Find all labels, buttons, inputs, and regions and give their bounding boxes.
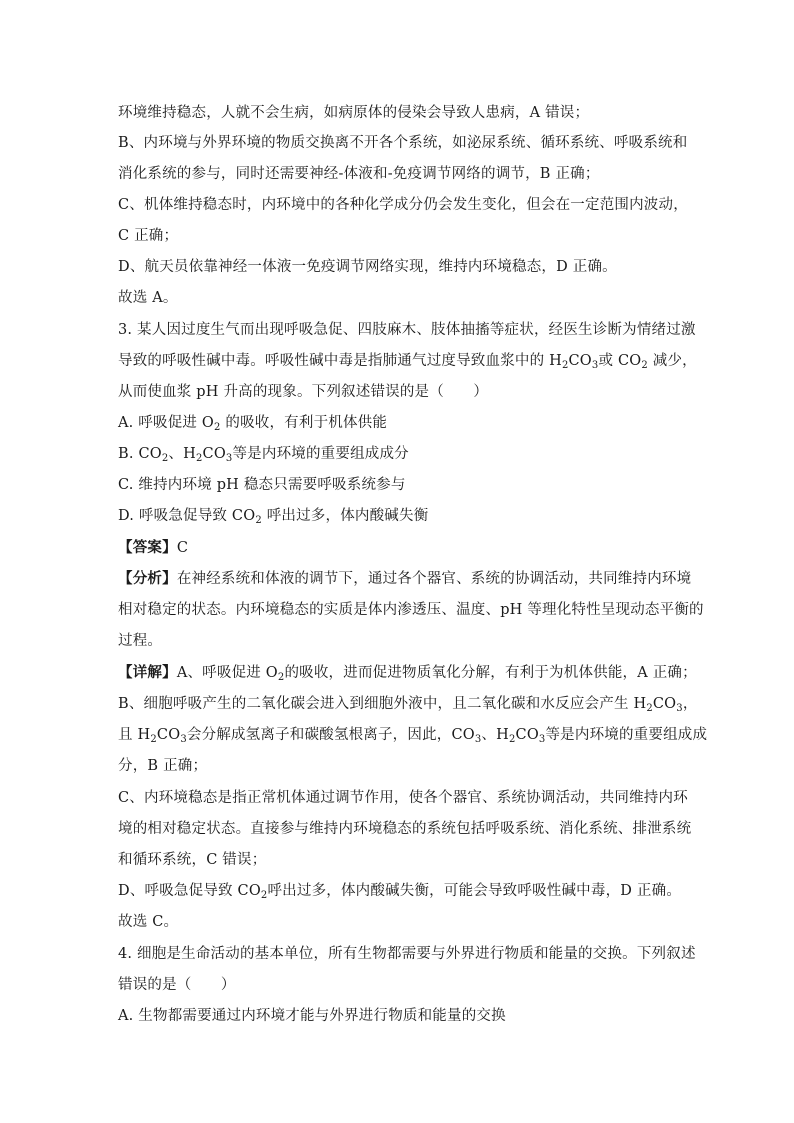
option-b: B. $CO_2$、$H_2CO_3$等是内环境的重要组成成分 (118, 446, 409, 464)
question-4-stem: 4. 细胞是生命活动的基本单位，所有生物都需要与外界进行物质和能量的交换。下列叙述 (118, 946, 696, 962)
question-4-stem: 错误的是（ ） (118, 977, 236, 993)
answer-tag: 【答案】 (118, 539, 177, 556)
text-line: D、呼吸急促导致 $CO_2$呼出过多，体内酸碱失衡，可能会导致呼吸性碱中毒，D 正确。 (118, 883, 682, 901)
text-line: 和循环系统，C 错误； (118, 852, 267, 868)
option-d: D. 呼吸急促导致 $CO_2$ 呼出过多，体内酸碱失衡 (118, 508, 429, 526)
analysis-tag: 【分析】 (118, 570, 177, 587)
text-line: 境的相对稳定状态。直接参与维持内环境稳态的系统包括呼吸系统、消化系统、排泄系统 (118, 821, 692, 837)
analysis-line: 【分析】在神经系统和体液的调节下，通过各个器官、系统的协调活动，共同维持内环境 (118, 570, 692, 587)
text-line: B、内环境与外界环境的物质交换离不开各个系统，如泌尿系统、循环系统、呼吸系统和 (118, 135, 688, 151)
text-line: 故选 C。 (118, 914, 179, 930)
text-line: 分，B 正确； (118, 758, 208, 774)
option-a: A. 呼吸促进 $O_2$ 的吸收，有利于机体供能 (118, 415, 388, 433)
text-line: B、细胞呼吸产生的二氧化碳会进入到细胞外液中，且二氧化碳和水反应会产生 $H_2CO_3$， (118, 696, 698, 714)
explanation-tag: 【详解】 (118, 664, 177, 681)
text-line: 环境维持稳态，人就不会生病，如病原体的侵染会导致人患病，A 错误； (118, 105, 590, 121)
text-line: 消化系统的参与，同时还需要神经-体液和-免疫调节网络的调节，B 正确； (118, 166, 600, 182)
answer-line: 【答案】C (118, 539, 189, 556)
question-3-stem: 3. 某人因过度生气而出现呼吸急促、四肢麻木、肢体抽搐等症状，经医生诊断为情绪过激 (118, 322, 696, 338)
question-3-stem: 从而使血浆 pH 升高的现象。下列叙述错误的是（ ） (118, 384, 489, 400)
option-c: C. 维持内环境 pH 稳态只需要呼吸系统参与 (118, 477, 406, 493)
text-line: C、内环境稳态是指正常机体通过调节作用，使各个器官、系统协调活动，共同维持内环 (118, 790, 688, 806)
option-a: A. 生物都需要通过内环境才能与外界进行物质和能量的交换 (118, 1008, 506, 1024)
question-3-stem: 导致的呼吸性碱中毒。呼吸性碱中毒是指肺通气过度导致血浆中的 $H_2CO_3$或 $CO_2$ 减少， (118, 353, 697, 371)
text-line: 过程。 (118, 633, 163, 649)
text-line: C、机体维持稳态时，内环境中的各种化学成分仍会发生变化，但会在一定范围内波动， (118, 197, 688, 213)
text-line: C 正确； (118, 228, 179, 244)
text-line: 相对稳定的状态。内环境稳态的实质是体内渗透压、温度、pH 等理化特性呈现动态平衡的 (118, 602, 704, 618)
text-line: D、航天员依靠神经一体液一免疫调节网络实现，维持内环境稳态，D 正确。 (118, 259, 617, 275)
explanation-line: 【详解】A、呼吸促进 $O_2$的吸收，进而促进物质氧化分解，有利于为机体供能，A 正确； (118, 664, 697, 683)
text-line: 故选 A。 (118, 290, 178, 306)
text-line: 且 $H_2CO_3$会分解成氢离子和碳酸氢根离子，因此，$CO_3$、$H_2CO_3$等是内环境的重要组成成 (118, 727, 708, 745)
